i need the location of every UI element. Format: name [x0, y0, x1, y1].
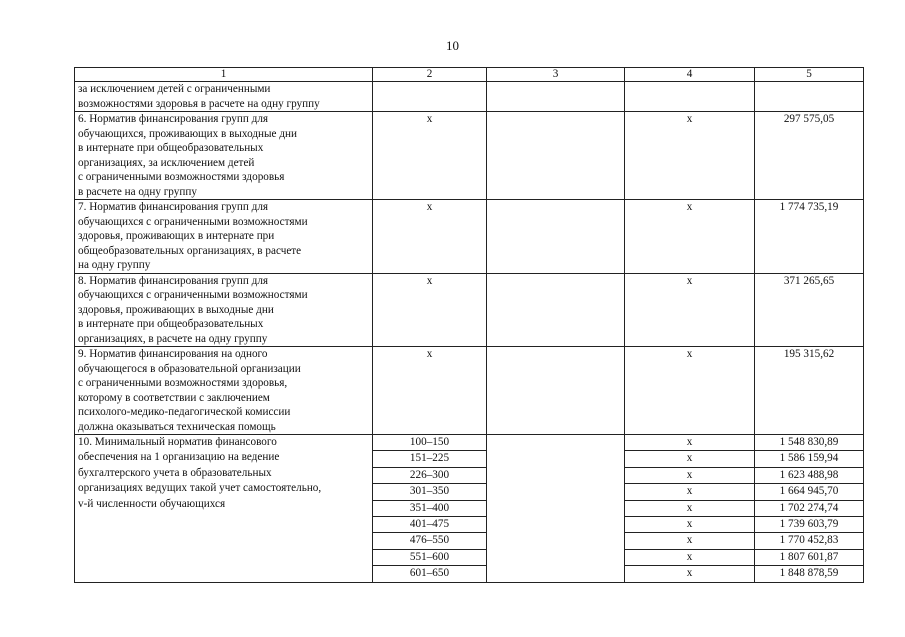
row-col4: x [625, 500, 755, 516]
row-col4: x [625, 435, 755, 451]
range-cell: 601–650 [373, 566, 487, 582]
table-row [75, 273, 864, 347]
range-cell: 100–150 [373, 435, 487, 451]
range-cell: 401–475 [373, 517, 487, 533]
row-col4: x [625, 533, 755, 549]
table-row [75, 435, 864, 451]
row-col2: x [373, 200, 487, 274]
row-col4 [625, 82, 755, 112]
row-col4: x [625, 451, 755, 467]
range-cell: 351–400 [373, 500, 487, 516]
header-row [75, 68, 864, 82]
range-cell: 476–550 [373, 533, 487, 549]
row-value: 371 265,65 [755, 273, 864, 347]
table-row [75, 200, 864, 274]
row-description: 7. Норматив финансирования групп для обучающихся с ограниченными возможностями здоровья, проживающих в интернате при общеобразовательных организациях, в расчете на одну группу [75, 200, 373, 274]
normative-table [74, 67, 864, 583]
range-cell: 226–300 [373, 467, 487, 483]
row-description: 8. Норматив финансирования групп для обучающихся с ограниченными возможностями здоровья, проживающих в выходные дни в интернате при общеобразовательных организациях, в расчете на одну группу [75, 273, 373, 347]
row-description: 6. Норматив финансирования групп для обучающихся, проживающих в выходные дни в интернате при общеобразовательных организациях, за исключением детей с ограниченными возможностями здоровья в расчете на одну группу [75, 112, 373, 200]
row-value: 297 575,05 [755, 112, 864, 200]
row-col2: x [373, 273, 487, 347]
row-value: 1 586 159,94 [755, 451, 864, 467]
row-col4: x [625, 200, 755, 274]
table-row [75, 347, 864, 435]
row-col3 [487, 200, 625, 274]
row-value: 1 848 878,59 [755, 566, 864, 582]
row-col3 [487, 435, 625, 583]
row-col3 [487, 273, 625, 347]
page-number: 10 [446, 38, 459, 53]
row-value: 195 315,62 [755, 347, 864, 435]
row-col4: x [625, 484, 755, 500]
row-value: 1 807 601,87 [755, 549, 864, 565]
row-value: 1 770 452,83 [755, 533, 864, 549]
row-col3 [487, 347, 625, 435]
row-description: 10. Минимальный норматив финансового обеспечения на 1 организацию на ведение бухгалтерского учета в образовательных организациях ведущих такой учет самостоятельно, v-й численности обучающихся [75, 435, 373, 583]
range-cell: 301–350 [373, 484, 487, 500]
row-value: 1 664 945,70 [755, 484, 864, 500]
row-value: 1 623 488,98 [755, 467, 864, 483]
header-cell-4: 4 [625, 68, 755, 82]
header-cell-5: 5 [755, 68, 864, 82]
header-cell-1: 1 [75, 68, 373, 82]
table-row [75, 112, 864, 200]
row-col2 [373, 82, 487, 112]
row-col3 [487, 112, 625, 200]
row-value: 1 702 274,74 [755, 500, 864, 516]
row-col2: x [373, 112, 487, 200]
range-cell: 551–600 [373, 549, 487, 565]
row-value: 1 548 830,89 [755, 435, 864, 451]
row-value: 1 774 735,19 [755, 200, 864, 274]
row-col4: x [625, 517, 755, 533]
header-cell-2: 2 [373, 68, 487, 82]
row-description: 9. Норматив финансирования на одного обучающегося в образовательной организации с ограниченными возможностями здоровья, которому в соответствии с заключением психолого-медико-педагогической комиссии должна оказываться техническая помощь [75, 347, 373, 435]
row-col4: x [625, 347, 755, 435]
row-col4: x [625, 273, 755, 347]
row-col2: x [373, 347, 487, 435]
row-value: 1 739 603,79 [755, 517, 864, 533]
row-col4: x [625, 112, 755, 200]
table-row [75, 82, 864, 112]
row-col4: x [625, 549, 755, 565]
range-cell: 151–225 [373, 451, 487, 467]
row-col3 [487, 82, 625, 112]
header-cell-3: 3 [487, 68, 625, 82]
row-col4: x [625, 566, 755, 582]
row-value [755, 82, 864, 112]
row-col4: x [625, 467, 755, 483]
row-description: за исключением детей с ограниченными возможностями здоровья в расчете на одну группу [75, 82, 373, 112]
